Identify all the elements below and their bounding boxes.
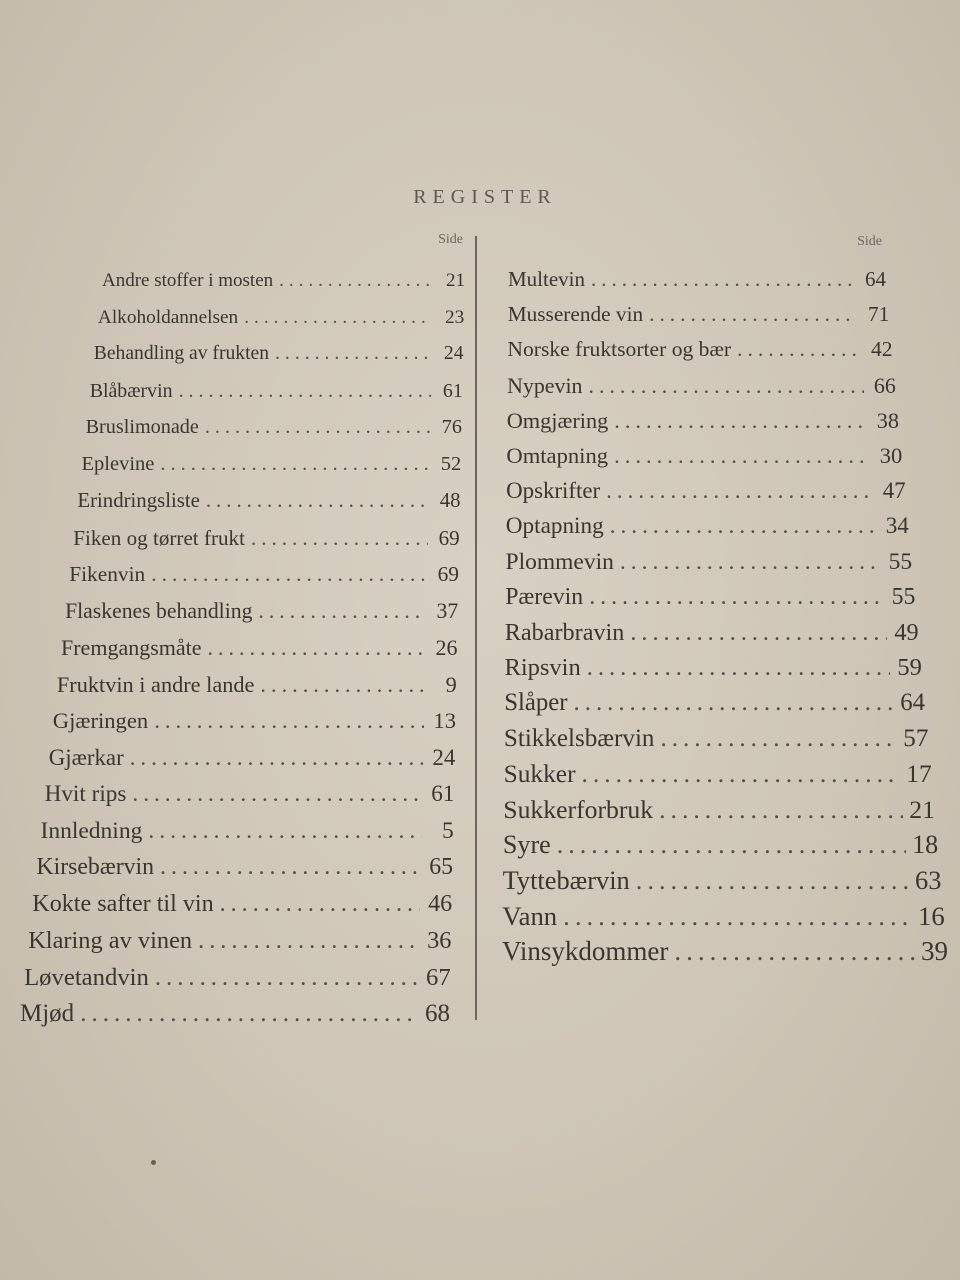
entry-label: Eplevine xyxy=(81,452,155,475)
index-entry xyxy=(503,830,938,860)
entry-page-number: 55 xyxy=(888,548,913,575)
entry-label: Sukker xyxy=(503,759,576,788)
entry-page-number: 69 xyxy=(438,525,460,550)
entry-page-number: 23 xyxy=(445,306,465,328)
index-entry xyxy=(94,343,464,365)
entry-label: Nypevin xyxy=(507,372,583,398)
entry-label: Fiken og tørret frukt xyxy=(73,525,245,550)
leader-dots xyxy=(244,307,432,329)
index-entry xyxy=(90,380,463,403)
entry-label: Vann xyxy=(502,900,558,931)
entry-page-number: 17 xyxy=(906,759,932,788)
entry-label: Erindringsliste xyxy=(77,489,200,512)
entry-page-number: 5 xyxy=(442,817,454,844)
entry-label: Fruktvin i andre lande xyxy=(56,671,255,697)
ink-speck xyxy=(151,1160,156,1165)
entry-label: Norske fruktsorter og bær xyxy=(507,337,732,362)
entry-page-number: 68 xyxy=(425,1000,450,1027)
index-entry xyxy=(98,307,464,329)
entry-page-number: 38 xyxy=(876,407,899,433)
index-entry xyxy=(504,725,929,753)
index-entry xyxy=(77,489,460,513)
leader-dots xyxy=(587,654,890,682)
entry-label: Alkoholdannelsen xyxy=(97,306,239,328)
entry-page-number: 9 xyxy=(445,671,457,697)
leader-dots xyxy=(591,267,854,292)
leader-dots xyxy=(574,689,894,717)
entry-page-number: 55 xyxy=(891,583,916,610)
leader-dots xyxy=(132,781,422,808)
column-divider xyxy=(475,236,477,1020)
entry-label: Løvetandvin xyxy=(24,963,149,991)
leader-dots xyxy=(151,562,427,587)
leader-dots xyxy=(614,443,870,469)
index-entry xyxy=(507,337,892,362)
leader-dots xyxy=(279,270,433,292)
entry-page-number: 49 xyxy=(894,619,919,646)
entry-label: Innledning xyxy=(40,817,143,844)
entry-label: Flaskenes behandling xyxy=(65,598,253,623)
index-entry xyxy=(45,781,455,808)
leader-dots xyxy=(589,584,883,611)
entry-page-number: 36 xyxy=(427,927,452,954)
entry-label: Bruslimonade xyxy=(85,416,199,438)
index-column-right xyxy=(502,234,948,966)
leader-dots xyxy=(649,302,857,327)
index-entry xyxy=(502,936,948,967)
leader-dots xyxy=(130,745,424,771)
index-entry xyxy=(503,865,942,896)
leader-dots xyxy=(582,760,900,789)
index-entry xyxy=(507,373,896,399)
entry-label: Tyttebærvin xyxy=(502,865,630,896)
entry-label: Musserende vin xyxy=(507,302,644,327)
entry-page-number: 16 xyxy=(918,900,945,931)
index-entry xyxy=(102,270,465,292)
entry-label: Kirsebærvin xyxy=(36,854,155,880)
leader-dots xyxy=(610,513,877,540)
entry-page-number: 61 xyxy=(442,379,463,402)
index-entry xyxy=(502,901,944,932)
entry-label: Kokte safter til vin xyxy=(32,890,214,917)
leader-dots xyxy=(251,526,428,551)
entry-label: Syre xyxy=(502,830,551,860)
index-entry xyxy=(505,584,915,611)
leader-dots xyxy=(206,489,429,513)
entry-page-number: 37 xyxy=(436,598,459,623)
leader-dots xyxy=(198,927,419,955)
entry-page-number: 34 xyxy=(885,513,909,540)
entry-page-number: 46 xyxy=(428,890,453,917)
index-entry xyxy=(69,562,459,587)
index-entry xyxy=(65,599,458,624)
index-entry xyxy=(506,549,913,576)
index-entry xyxy=(505,654,922,682)
entry-page-number: 63 xyxy=(915,865,942,896)
index-entry xyxy=(53,708,456,734)
index-entry xyxy=(86,416,462,439)
entry-label: Fikenvin xyxy=(69,562,146,586)
index-entry xyxy=(73,526,459,551)
entry-page-number: 65 xyxy=(429,854,453,880)
leader-dots xyxy=(258,599,426,624)
index-entry xyxy=(61,635,458,661)
entry-page-number: 24 xyxy=(432,744,456,770)
leader-dots xyxy=(179,380,431,403)
leader-dots xyxy=(636,865,909,896)
entry-label: Rabarbravin xyxy=(504,619,625,646)
entry-label: Pærevin xyxy=(505,583,584,610)
leader-dots xyxy=(155,964,419,992)
index-entry xyxy=(504,760,932,789)
leader-dots xyxy=(620,549,880,576)
entry-page-number: 59 xyxy=(897,654,922,682)
index-entry xyxy=(49,745,456,771)
entry-label: Andre stoffer i mosten xyxy=(102,270,274,291)
entry-page-number: 39 xyxy=(921,935,948,966)
entry-label: Hvit rips xyxy=(44,781,127,807)
entry-page-number: 21 xyxy=(446,270,465,291)
index-entry xyxy=(505,619,919,647)
entry-page-number: 13 xyxy=(433,708,456,733)
index-entry xyxy=(506,513,909,540)
entry-page-number: 42 xyxy=(870,337,893,362)
entry-label: Multevin xyxy=(508,267,585,291)
index-entry xyxy=(82,453,462,476)
entry-page-number: 47 xyxy=(882,478,906,504)
leader-dots xyxy=(275,343,431,365)
index-column-left xyxy=(20,232,465,1027)
entry-label: Ripsvin xyxy=(504,654,581,682)
leader-dots xyxy=(220,891,421,918)
leader-dots xyxy=(674,936,915,967)
leader-dots xyxy=(557,830,906,860)
index-entry xyxy=(41,818,454,845)
entry-label: Plommevin xyxy=(505,548,614,575)
index-entry xyxy=(503,795,935,825)
entry-label: Blåbærvin xyxy=(89,379,173,402)
entry-page-number: 71 xyxy=(867,302,890,327)
index-entry xyxy=(506,478,906,504)
entry-label: Vinsykdommer xyxy=(502,935,669,966)
page-title: REGISTER xyxy=(413,186,557,208)
leader-dots xyxy=(208,635,426,661)
entry-page-number: 18 xyxy=(912,830,939,860)
index-entry xyxy=(504,689,925,717)
entry-page-number: 48 xyxy=(439,489,461,512)
index-entry xyxy=(36,854,453,881)
entry-page-number: 26 xyxy=(435,635,458,660)
leader-dots xyxy=(160,854,421,881)
leader-dots xyxy=(160,453,429,476)
entry-page-number: 57 xyxy=(903,724,929,752)
side-column-header-right: Side xyxy=(857,234,882,249)
entry-page-number: 67 xyxy=(426,963,451,991)
entry-label: Behandling av frukten xyxy=(93,343,270,364)
entry-page-number: 69 xyxy=(437,562,459,586)
leader-dots xyxy=(614,408,867,434)
entry-label: Omgjæring xyxy=(506,407,609,433)
entry-page-number: 24 xyxy=(443,343,464,364)
entry-label: Fremgangsmåte xyxy=(61,635,202,660)
index-entry xyxy=(28,927,451,955)
entry-label: Optapning xyxy=(505,513,604,540)
index-entry xyxy=(507,408,899,434)
index-entry xyxy=(57,672,457,698)
entry-page-number: 21 xyxy=(909,795,935,824)
index-entry xyxy=(20,1000,450,1028)
entry-page-number: 52 xyxy=(440,452,462,475)
entry-page-number: 64 xyxy=(900,689,926,717)
entry-label: Gjærkar xyxy=(48,744,124,770)
leader-dots xyxy=(737,337,861,362)
leader-dots xyxy=(80,1000,418,1028)
leader-dots xyxy=(588,373,863,399)
leader-dots xyxy=(154,708,424,734)
entry-label: Slåper xyxy=(504,689,568,717)
entry-label: Omtapning xyxy=(506,443,609,468)
index-entry xyxy=(506,443,902,469)
index-entry xyxy=(508,302,890,327)
entry-label: Gjæringen xyxy=(52,708,149,733)
leader-dots xyxy=(659,795,903,825)
leader-dots xyxy=(660,725,896,753)
leader-dots xyxy=(606,478,873,504)
entry-page-number: 30 xyxy=(879,443,903,468)
side-column-header-left: Side xyxy=(438,232,463,247)
leader-dots xyxy=(148,818,421,845)
entry-label: Opskrifter xyxy=(506,478,601,504)
index-entry xyxy=(508,267,886,292)
index-entry xyxy=(32,891,452,918)
entry-page-number: 64 xyxy=(865,267,886,291)
entry-page-number: 61 xyxy=(431,781,455,807)
leader-dots xyxy=(630,619,886,647)
entry-label: Mjød xyxy=(20,1000,75,1027)
entry-page-number: 66 xyxy=(873,372,896,398)
leader-dots xyxy=(260,672,424,698)
entry-label: Stikkelsbærvin xyxy=(503,724,655,752)
leader-dots xyxy=(205,416,430,439)
entry-label: Klaring av vinen xyxy=(28,927,193,954)
entry-page-number: 76 xyxy=(441,416,462,438)
entry-label: Sukkerforbruk xyxy=(503,795,654,824)
leader-dots xyxy=(563,901,912,932)
index-entry xyxy=(24,964,451,992)
